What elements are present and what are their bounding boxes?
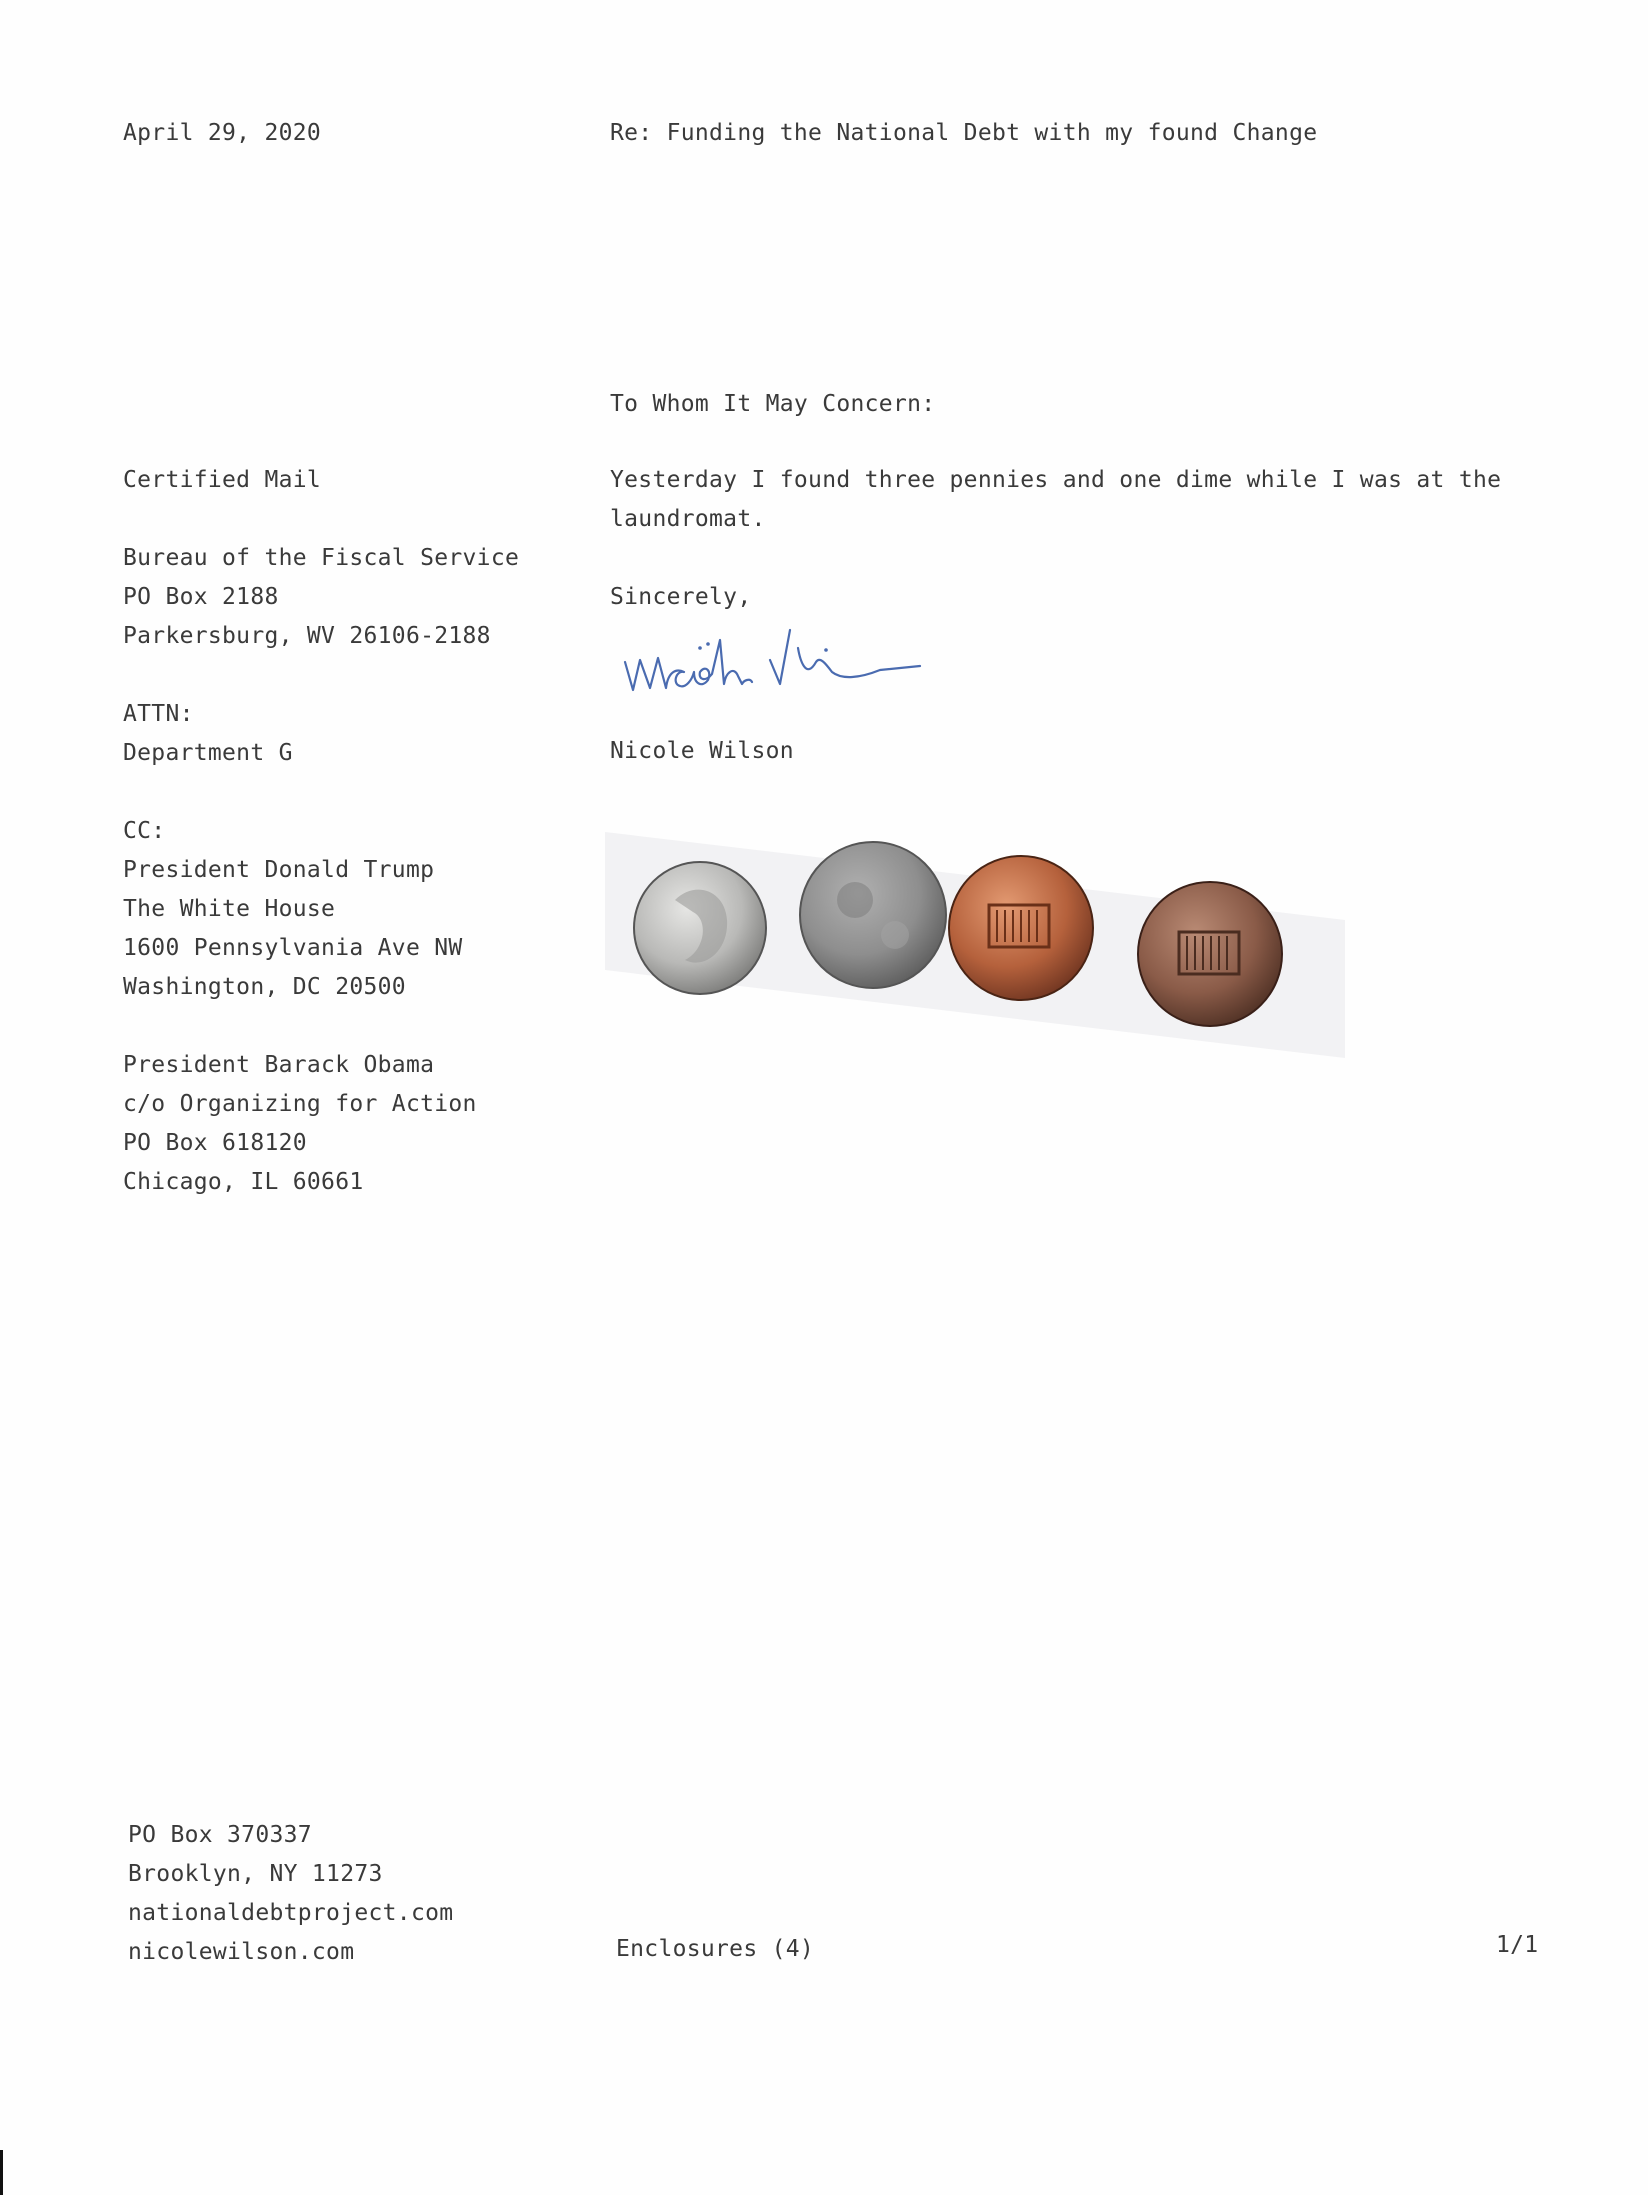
coin-dime [634,862,766,994]
scan-edge-mark [0,2150,3,2195]
cc-line: Washington, DC 20500 [123,974,406,1000]
footer-line: PO Box 370337 [128,1822,312,1848]
attn-label: ATTN: [123,701,194,727]
cc-line: Chicago, IL 60661 [123,1169,364,1195]
coin-penny-bright [949,856,1093,1000]
enclosures-note: Enclosures (4) [616,1936,815,1962]
cc-label: CC: [123,818,166,844]
recipient-line: Bureau of the Fiscal Service [123,545,520,571]
letter-body [610,461,1502,539]
footer-line: Brooklyn, NY 11273 [128,1861,383,1887]
cc-line: The White House [123,896,336,922]
letter-date: April 29, 2020 [123,120,322,146]
cc-line: President Donald Trump [123,857,435,883]
cc-line: c/o Organizing for Action [123,1091,477,1117]
taped-coins-image [605,820,1345,1070]
cc-line: 1600 Pennsylvania Ave NW [123,935,463,961]
attn-value: Department G [123,740,293,766]
cc-line: President Barack Obama [123,1052,435,1078]
letter-closing: Sincerely, [610,584,752,610]
coin-worn [800,842,946,988]
sender-name: Nicole Wilson [610,738,794,764]
footer-return-address [128,1816,453,1972]
footer-link: nicolewilson.com [128,1939,355,1965]
body-line: Yesterday I found three pennies and one dime while I was at the [610,467,1502,493]
mail-type: Certified Mail [123,467,322,493]
handwritten-signature [620,600,980,710]
letter-salutation: To Whom It May Concern: [610,391,936,417]
coin-penny-dark [1138,882,1282,1026]
cc-line: PO Box 618120 [123,1130,307,1156]
recipient-line: PO Box 2188 [123,584,279,610]
letter-subject: Re: Funding the National Debt with my found Change [610,120,1318,146]
recipient-address-column [123,461,519,1202]
recipient-line: Parkersburg, WV 26106-2188 [123,623,491,649]
page-number: 1/1 [1496,1932,1539,1958]
body-line: laundromat. [610,506,766,532]
footer-link: nationaldebtproject.com [128,1900,454,1926]
